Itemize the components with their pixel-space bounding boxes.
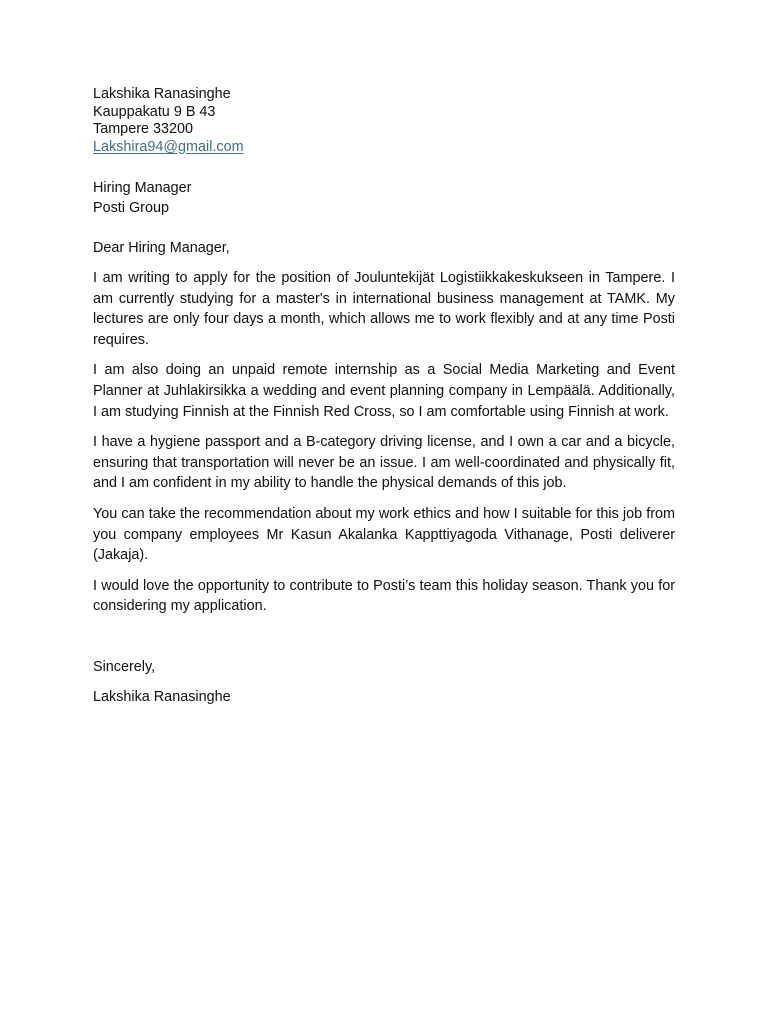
body-paragraph-3: I have a hygiene passport and a B-category driving license, and I own a car and a bicycle, ensuring that transportation will never be an issue. I am well-coordinated and physically fit, and I am confident in my ability to handle the physical demands of this job. (93, 434, 675, 492)
body-paragraph-5: I would love the opportunity to contribute to Posti’s team this holiday season. Thank you for considering my application. (93, 577, 675, 615)
signature-name: Lakshika Ranasinghe (93, 688, 231, 705)
body-paragraph-4: You can take the recommendation about my work ethics and how I suitable for this job from you company employees Mr Kasun Akalanka Kappttiyagoda Vithanage, Posti deliverer (Jakaja). (93, 505, 675, 564)
sender-block (93, 86, 675, 156)
closing: Sincerely, (93, 658, 156, 675)
body-paragraph-1: I am writing to apply for the position of Jouluntekijät Logistiikkakeskukseen in Tampere. I am currently studying for a master's in international business management at TAMK. My lectures are only four days a month, which allows me to work flexibly and at any time Posti requires. (93, 270, 675, 348)
recipient-company: Posti Group (93, 200, 169, 216)
sender-address-line1: Kauppakatu 9 B 43 (93, 103, 216, 120)
cover-letter (93, 86, 675, 707)
body-paragraph-2: I am also doing an unpaid remote internship as a Social Media Marketing and Event Planner at Juhlakirsikka a wedding and event planning company in Lempäälä. Additionally, I am studying Finnish at the Finnish Red Cross, so I am comfortable using Finnish at work. (93, 362, 675, 420)
sender-address-line2: Tampere 33200 (93, 121, 194, 137)
recipient-title: Hiring Manager (93, 180, 192, 196)
salutation: Dear Hiring Manager, (93, 240, 230, 256)
sender-name: Lakshika Ranasinghe (93, 86, 231, 102)
recipient-block (93, 178, 675, 218)
sender-email-link[interactable]: Lakshira94@gmail.com (93, 138, 244, 155)
